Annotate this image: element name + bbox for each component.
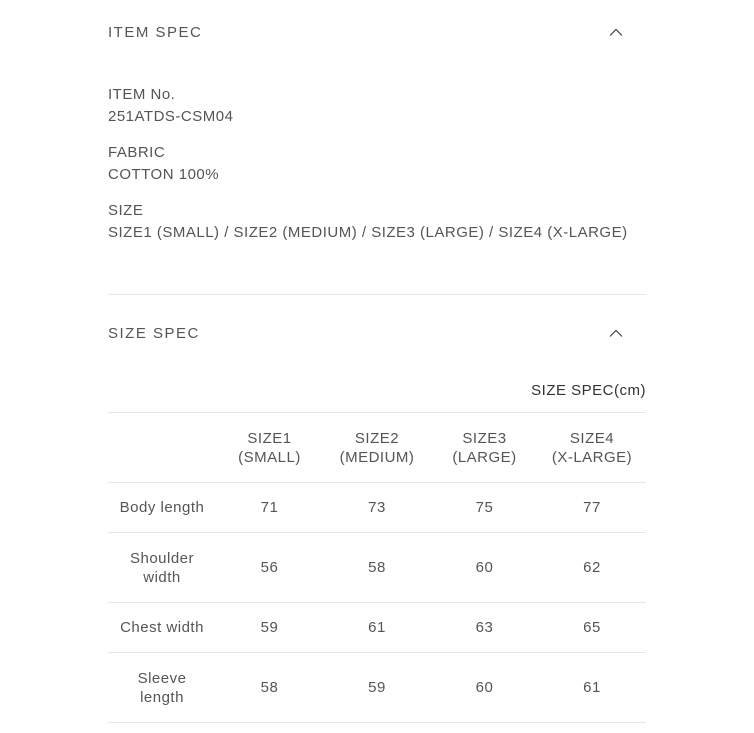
size-column-header [431,413,538,483]
item-spec-header[interactable] [108,0,646,64]
size-unit-caption: SIZE SPEC(cm) [531,382,646,399]
measure-label-line: Shoulder [129,549,195,567]
size-column-header [323,413,431,483]
table-header-row [108,413,646,483]
measure-value: 61 [538,653,646,723]
measure-value: 60 [431,653,538,723]
item-spec-body [108,84,646,244]
size-column-header [538,413,646,483]
corner-cell [108,413,216,483]
measure-value: 58 [216,653,323,723]
spec-value: SIZE1 (SMALL) / SIZE2 (MEDIUM) / SIZE3 (LARGE) / SIZE4 (X-LARGE) [108,224,628,241]
measure-value: 65 [538,603,646,653]
size-name: SIZE1 [247,429,292,447]
table-row [108,653,646,723]
table-row [108,483,646,533]
size-spec-title: SIZE SPEC [108,324,200,342]
spec-item-fabric [108,142,646,186]
size-name: SIZE4 [569,429,615,447]
measure-label [108,603,216,653]
measure-value: 60 [431,533,538,603]
measure-label [108,533,216,603]
size-desc: (LARGE) [452,448,517,466]
measure-value: 63 [431,603,538,653]
spec-label: SIZE [108,202,144,219]
measure-value: 61 [323,603,431,653]
chevron-up-icon[interactable] [606,22,626,42]
measure-label [108,483,216,533]
measure-value: 62 [538,533,646,603]
measure-value: 73 [323,483,431,533]
spec-label: FABRIC [108,144,166,161]
measure-label [108,653,216,723]
size-desc: (MEDIUM) [339,448,415,466]
size-desc: (X-LARGE) [551,448,633,466]
measure-label-line: width [143,568,181,586]
measure-value: 59 [323,653,431,723]
measure-value: 71 [216,483,323,533]
spec-item-number [108,84,646,128]
measure-label-line: Body length [119,499,205,516]
measure-value: 58 [323,533,431,603]
measure-label-line: Chest width [120,619,204,636]
spec-label: ITEM No. [108,86,176,103]
size-column-header [216,413,323,483]
size-name: SIZE2 [354,429,400,447]
measure-label-line: Sleeve [137,669,187,687]
measure-value: 56 [216,533,323,603]
table-row [108,603,646,653]
size-name: SIZE3 [462,429,507,447]
item-spec-title: ITEM SPEC [108,23,203,41]
chevron-up-icon[interactable] [606,323,626,343]
spec-item-size [108,200,646,244]
spec-value: COTTON 100% [108,166,220,183]
measure-value: 77 [538,483,646,533]
size-spec-header[interactable] [108,301,646,365]
size-spec-section [108,301,646,706]
spec-value: 251ATDS-CSM04 [108,108,234,125]
measure-label-line: length [140,688,184,706]
product-spec-panel [108,0,646,706]
size-desc: (SMALL) [238,448,301,466]
measure-value: 75 [431,483,538,533]
measure-value: 59 [216,603,323,653]
table-row [108,533,646,603]
section-divider [108,294,646,295]
size-spec-table [108,412,646,723]
